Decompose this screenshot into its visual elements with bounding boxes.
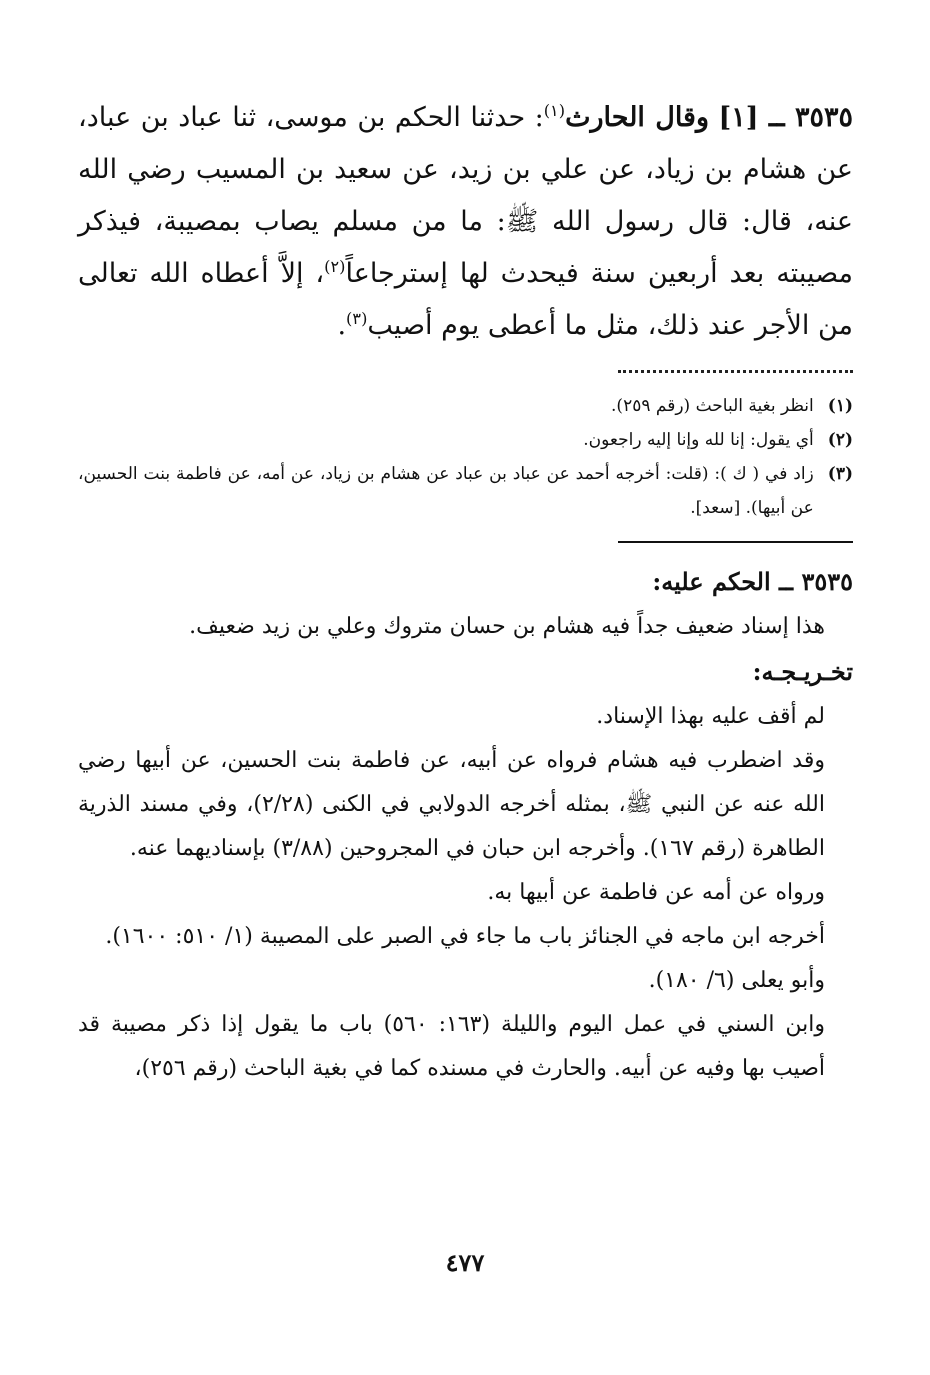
hadith-body-a: : حدثنا الحكم بن موسى، ثنا عباد بن عباد، عن هشام بن زياد، عن علي بن زيد، عن سعيد بن المسيب رضي الله عنه، قال: قال رسول الله ﷺ: ما من مسلم يصاب بمصيبة، فيذكر مصيبته بعد أربعين سنة فيحدث لها إسترجاعاً xyxy=(78,102,853,289)
footnote-number: (١) xyxy=(827,396,853,416)
takhrij-paragraph-4: أخرجه ابن ماجه في الجنائز باب ما جاء في الصبر على المصيبة (١/ ٥١٠: ١٦٠٠). xyxy=(105,924,825,949)
page-content xyxy=(78,92,853,1091)
page-number: ٤٧٧ xyxy=(445,1248,485,1277)
hadith-number: ٣٥٣٥ ــ [١] xyxy=(718,102,853,133)
hadith-body-c: . xyxy=(337,310,347,341)
footnote-text: أي يقول: إنا لله وإنا إليه راجعون. xyxy=(583,430,814,450)
footnote-ref-1: (١) xyxy=(543,101,566,120)
footnote-1 xyxy=(78,389,853,423)
narrator: وقال الحارث xyxy=(565,102,710,133)
takhrij-title: تخـريـجـه: xyxy=(752,657,853,686)
footnote-text: انظر بغية الباحث (رقم ٢٥٩). xyxy=(611,396,814,416)
footnote-2 xyxy=(78,423,853,457)
takhrij-paragraph-5: وأبو يعلى (٦/ ١٨٠). xyxy=(648,968,825,993)
footnote-number: (٢) xyxy=(827,430,853,450)
hadith-text xyxy=(78,92,853,352)
hadith-body-b: ، إلاَّ أعطاه الله تعالى من الأجر عند ذلك، مثل ما أعطى يوم أصيب xyxy=(78,258,853,341)
footnote-ref-2: (٢) xyxy=(324,257,346,276)
takhrij-paragraph-3: ورواه عن أمه عن فاطمة عن أبيها به. xyxy=(487,880,825,905)
takhrij-paragraph-1: لم أقف عليه بهذا الإسناد. xyxy=(596,704,825,729)
footnotes xyxy=(78,389,853,525)
section-separator xyxy=(618,541,853,543)
takhrij-paragraph-6: وابن السني في عمل اليوم والليلة (١٦٣: ٥٦٠) باب ما يقول إذا ذكر مصيبة قد أصيب بها وفيه عن أبيه. والحارث في مسنده كما في بغية الباحث (رقم ٢٥٦)، xyxy=(78,1012,825,1081)
footnote-text: زاد في ( ك ): (قلت: أخرجه أحمد عن عباد بن عباد عن هشام بن زياد، عن أمه، عن فاطمة بنت الحسين، عن أبيها). [سعد]. xyxy=(78,464,814,518)
ruling-text: هذا إسناد ضعيف جداً فيه هشام بن حسان متروك وعلي بن زيد ضعيف. xyxy=(189,614,825,639)
footnote-number: (٣) xyxy=(827,464,853,484)
footnote-dotted-separator xyxy=(618,370,853,373)
footnote-3 xyxy=(78,457,853,525)
ruling-title: ٣٥٣٥ ــ الحكم عليه: xyxy=(652,567,853,596)
takhrij-paragraph-2: وقد اضطرب فيه هشام فرواه عن أبيه، عن فاطمة بنت الحسين، عن أبيها رضي الله عنه عن النبي ﷺ، بمثله أخرجه الدولابي في الكنى (٢/٢٨)، وفي مسند الذرية الطاهرة (رقم ١٦٧). وأخرجه ابن حبان في المجروحين (٣/٨٨) بإسناديهما عنه. xyxy=(78,748,825,861)
footnote-ref-3: (٣) xyxy=(346,309,368,328)
